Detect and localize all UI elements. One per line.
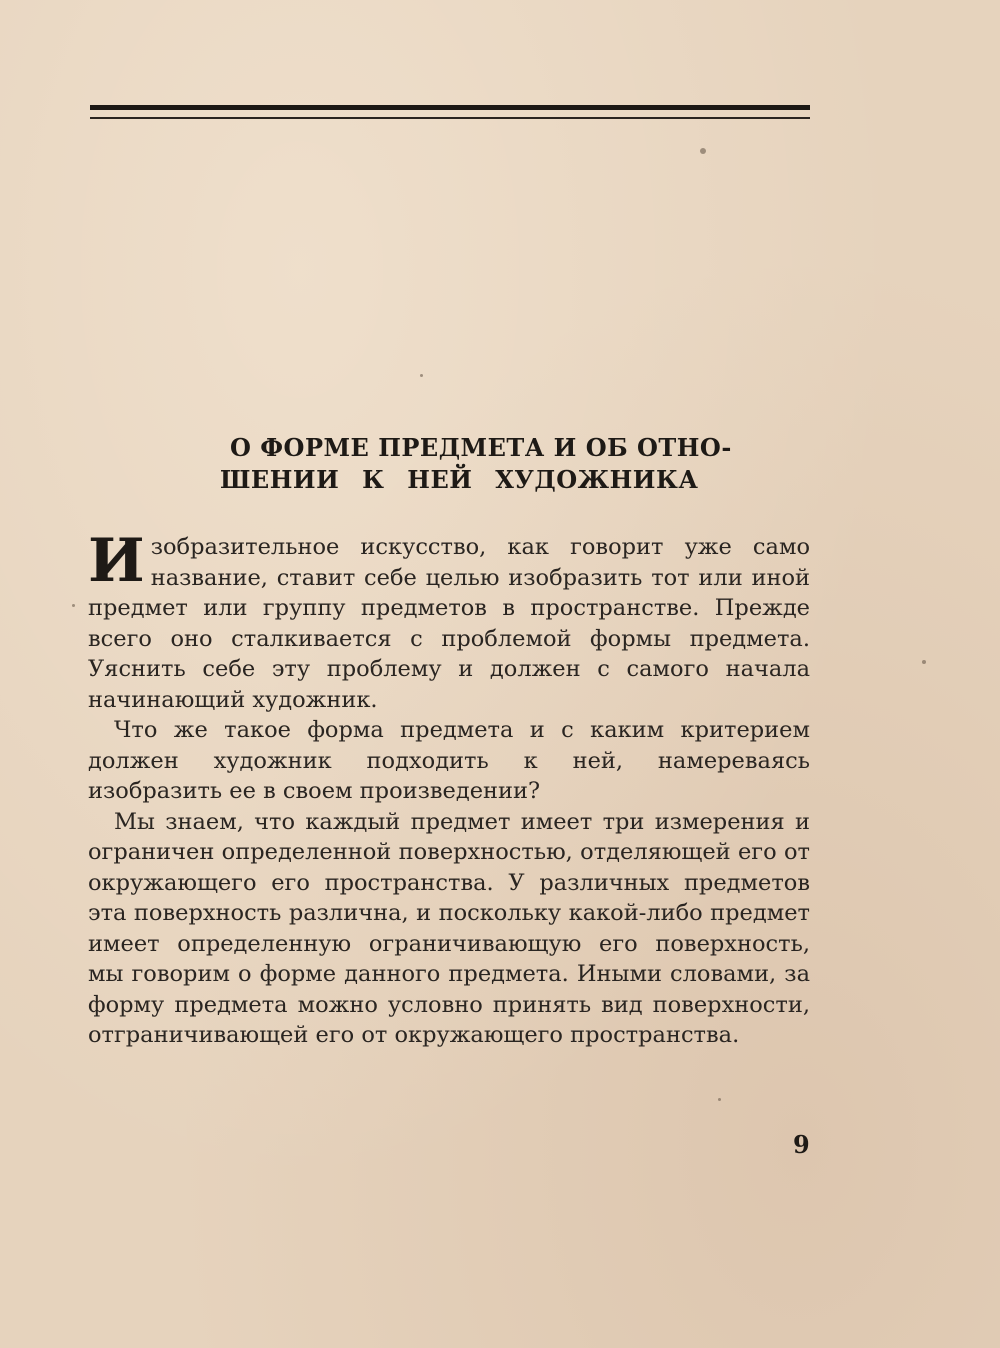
chapter-title-line-2: ШЕНИИ К НЕЙ ХУДОЖНИКА <box>220 465 699 494</box>
header-rule-thick <box>90 105 810 110</box>
paragraph-3: Мы знаем, что каждый предмет имеет три измерения и ограничен определенной поверхностью, отделяющей его от окружающего его пространства. У различных предметов эта поверхность различна, и поскольку какой-либо предмет имеет определенную ограничивающую его поверхность, мы говорим о форме данного предмета. Иными словами, за форму предмета можно условно принять вид поверхности, отграничивающей его от окружающего пространства. <box>88 808 810 1048</box>
body-text <box>88 526 810 1051</box>
paragraph-1 <box>88 526 810 715</box>
paper-speck <box>420 374 423 377</box>
drop-cap: И <box>88 526 145 596</box>
paragraph-1-text: зобразительное искусство, как говорит уже само название, ставит себе целью изобразить тот или иной предмет или группу предметов в пространстве. Прежде всего оно сталкивается с проблемой формы предмета. Уяснить себе эту проблему и должен с самого начала начинающий художник. <box>88 534 810 713</box>
page-number: 9 <box>793 1130 810 1159</box>
header-rule-thin <box>90 117 810 119</box>
chapter-title <box>150 432 750 496</box>
chapter-title-line-1: О ФОРМЕ ПРЕДМЕТА И ОБ ОТНО- <box>230 433 732 462</box>
paper-speck <box>72 604 75 607</box>
paper-speck <box>700 148 706 154</box>
paper-speck <box>922 660 926 664</box>
paragraph-2: Что же такое форма предмета и с каким критерием должен художник подходить к ней, намереваясь изобразить ее в своем произведении? <box>88 717 810 804</box>
paper-speck <box>718 1098 721 1101</box>
